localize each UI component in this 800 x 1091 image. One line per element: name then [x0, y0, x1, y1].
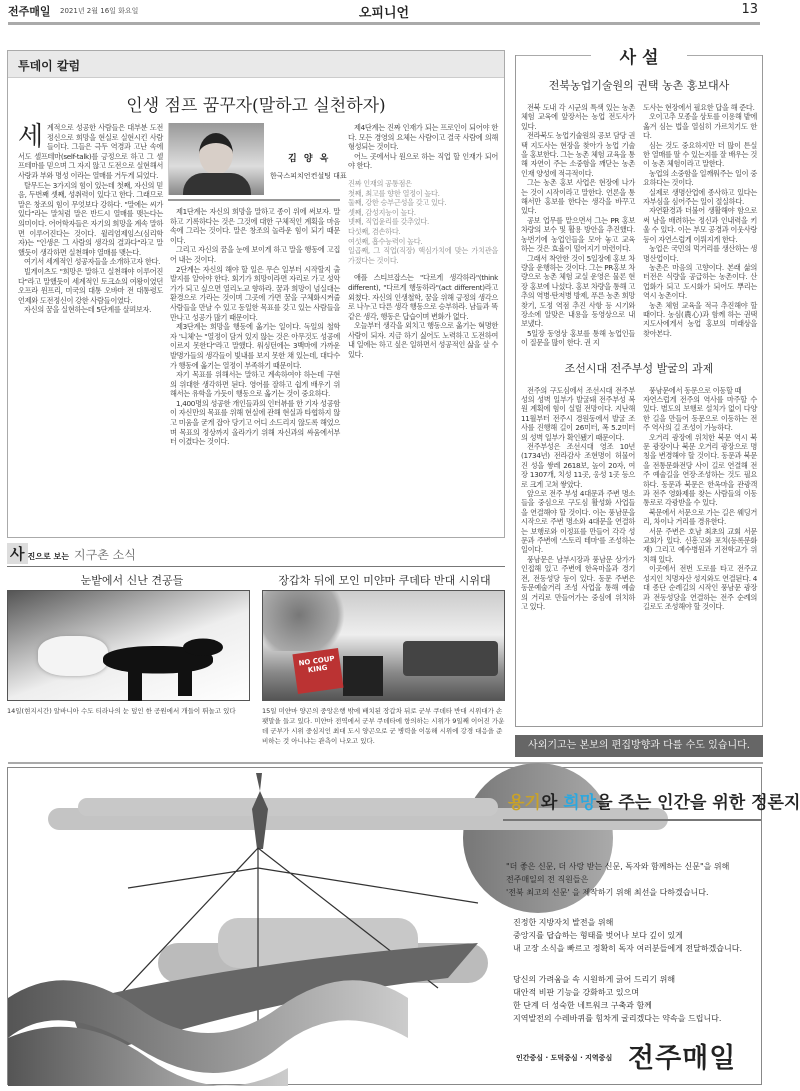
headline-rest: 을 주는 인간을 위한 정론지	[596, 793, 800, 813]
headline-and: 와	[540, 793, 564, 813]
column-text-col1: 세 계적으로 성공한 사람들은 대부분 도전정신으로 희망을 현실로 실현시킨 사람들이다. 그들은 극두 역경과 고난 속에서도 셀프테마(self-talk)를 긍정으로 하고 그 셀프테마를 믿으며 그 자지 않고 도전으로 실현해서 사랑과 부와 명성 이라는 열매를 거두게 되었다. 탈무드는 3가지의 힘이 있는데 첫째, 자신의 믿음, 두번째 셋째, 성취력이 있다고 한다. 그래므로 말은 창조의 힘이 무엇보다 강하다. "말에는 씨가 있다"라는 말처럼 말은 반드시 열매를 맺는다는 의미이다. 어어학자들은 자기의 희망을 계속 말하면 이루어진다는 것이다. 윌리엄제임스(심리학자)는 "인생은 그 사람의 생각의 결과다"라고 말했듯이 생각하면 실천해야 열매를 맺는다. 여기서 세계적인 성공자들을 소개하고자 한다. 빌게이츠도 "희망은 말하고 실천해야 이루어진다"라고 말했듯이 세계적인 토크쇼의 여왕이였던 오프라 윈프리, 미국의 대통 오바마 전 대통령도 언제와 도전정신이 강한 사람들이였다. 자신의 꿈을 실현하는데 5단계를 살펴보자.	[18, 122, 163, 315]
ad-slogan: 인간중심 · 도덕중심 · 지역중심	[516, 1054, 613, 1062]
page-number: 13	[741, 2, 758, 17]
photo-title-1: 눈밭에서 신난 견공들	[80, 574, 184, 587]
issue-date: 2021년 2월 16일 화요일	[60, 7, 139, 15]
photo-title-2: 장갑차 뒤에 모인 미얀마 쿠데타 반대 시위대	[278, 574, 491, 587]
editorial-2-right: 자연스럽게 전주의 역사를 마주할 수 있다. 별도의 보행로 설치가 없이 다양한 길을 만들어 동문으로 이동하는 전주 역사의 길 조성이 가능하다. 오거리 광장에 위치한 북문 역시 북문 광장이나 북문 오거리 광장으로 명칭을 변경해야 할 것이다. 동문과 북문을 전통문화전당 사이 길로 연결해 전주 예술길을 연장·조성하는 것도 필요하다. 동문과 북문은 한옥마을 관광객과 전주 영화제를 찾는 사람들의 이동 통로로 각광받을 수 있다. 북문에서 서문으로 가는 길은 웨딩거리, 차이나 거리를 경유한다. 서문 주변은 호남 최초의 교회 서문교회가 있다. 신흥고와 포치(등록문화재) 그리고 예수병원과 기전학교가 위치해 있다. 이곳에서 전번 도로를 타고 전주교 성지인 치명자산 성지와도 연결된다. 4대 종단 순례길의 시작인 풍남문 광장과 전동성당을 연결하는 전주 순례의 길로도 조성해야 할 것이다.	[643, 394, 757, 611]
protest-sign: NO COUP KING	[292, 648, 343, 694]
editorial-title-2: 조선시대 전주부성 발굴의 과제	[564, 361, 714, 375]
ad-paragraph-3: 당신의 가려움을 속 시원하게 긁어 드리기 위해 대안적 비판 기능을 강화하고 있으며 한 단계 더 성숙한 네트워크 구축과 함께 지역발전의 수레바퀴를 힘차게 굴리겠다는 약속을 드립니다.	[513, 975, 722, 1023]
section-rule	[8, 762, 763, 764]
column-label: 투데이 칼럼	[8, 51, 504, 78]
editorial-1-left: 전북 도내 각 시군의 특색 있는 농촌 체험 교육에 앞장서는 농업 전도사가 있다. 전라북도 농업기술원의 공보 담당 권택 지도사는 현장을 찾아가 농업 기술을 홍보한다. 그는 농촌 체험 교육을 통해 자연이 주는 소중함을 깨닫는 농촌 인재 양성에 적극적이다. 그는 농촌 홍보 사업은 현장에 나가는 것이 시작이라고 말한다. 언론을 통해서만 홍보를 한다는 생각을 바꾸고 있다. 공보 업무를 맡으면서 그는 PR 홍보 차량의 보수 및 활용 방안을 추진했다. 농번기에 농업인들을 모아 놓고 교육하는 것은 효율이 떨어지기 마련이다. 그래서 착안한 것이 5일장에 홍보 차량을 운행하는 것이다. 그는 PR홍보 차량으로 농촌 체험 교실 운영은 물론 현장 홍보에 나섰다. 홍보 차량을 통해 고추의 역병·탄저병 방제, 푸른 농촌 희망 찾기, 도정 역점 추진 사항 등 시기와 장소에 알맞은 내용을 동영상으로 내 보냈다. 5일장 동영상 홍보를 통해 농업인들이 질문을 많이 한다. 권 지	[521, 103, 635, 348]
photo-myanmar-protest	[262, 590, 505, 701]
ad-paragraph-1: "더 좋은 신문, 더 사랑 받는 신문, 독자와 함께하는 신문"을 위해 전주매일의 전 직원들은 '전북 최고의 신문' 을 제작하기 위해 최선을 다하겠습니다.	[506, 862, 730, 897]
ad-logo: 전주매일	[628, 1043, 737, 1074]
photo-news-header	[7, 543, 505, 567]
ad-headline	[508, 788, 800, 813]
talent-traits-box: 진짜 인재의 공통점은 첫째, 최고를 향한 열정이 높다. 둘째, 강한 승부근성을 갖고 있다. 셋째, 감성지능이 높다. 넷째, 직업윤리를 갖추었다. 다섯째, 겸손하다. 여섯째, 흡수능력이 높다. 일곱째, 그 직업(직장) 핵심가치에 맞는 가치관을 가졌다는 것이다.	[348, 178, 498, 265]
drop-cap: 세	[18, 122, 43, 152]
headline-hope: 희망	[563, 793, 597, 813]
author-affiliation: 한국스피치언컨설팅 대표	[270, 172, 347, 180]
ad-paragraph-2: 진정한 지방자치 발전을 위해 중앙지를 답습하는 형태를 벗어나 보다 깊이 있게 내 고장 소식을 빠르고 정확히 독자 여러분들에게 전달하겠습니다.	[513, 918, 742, 953]
pen-nib-icon	[252, 773, 268, 849]
masthead-logo: 전주매일	[8, 5, 51, 18]
editorial-1-text	[516, 103, 762, 348]
editorial-label: 사 설	[619, 48, 659, 68]
column-text-col2: 제1단계는 자신의 희망을 말하고 종이 위에 써보자. 말하고 기록하다는 것은 그것에 대한 구체적인 계획을 마음속에 그리는 것이다. 말은 창조의 놀라운 힘이 되기 때문이다. 그리고 자신의 꿈을 눈에 보이게 하고 말을 행동에 고집어 내는 것이다. 2단계는 자신의 해야 할 일은 무슨 일부터 시작할지 출발지를 알아야 한다. 회기가 희망이라면 자리로 가고 성악가가 되고 싶으면 열리노교 향하라. 꿈과 희망이 넘실대는 환경으로 가라는 것이며 그곳에 가면 꿈을 구체화시켜줄 사람들을 만날 수 있고 동일한 목표를 갖고 있는 사람들을 만나고 성공가 많기 때문이다. 제3단계는 희망을 행동에 옮기는 일이다. 독일의 철학자 '니체'는 "열정이 담겨 있지 않는 것은 아무것도 성공에 이르지 못한다"라고 말했다. 워싱턴에는 3백마에 가까운 발명가들의 생각들이 빛내를 보지 못한 채 있는데, 대다수가 행동에 옮기는 열정이 부족하기 때문이다. 자기 목표를 위해서는 말하고 계속하여야 하는데 구현의 위대한 생각하면 된다. 영어를 잘하고 쉽게 배우기 위해서는 유학을 가듯이 행동으로 옮기는 것이 중요하다. 1,400명의 성공한 개인들과의 인터뷰를 한 기자 성공함이 자신만의 목표를 위해 현실에 관해 현실과 타협하지 않고 미움을 굳게 잡아 당기고 어디 소드리지 않도록 해었으며 목표의 정상까지 올라가기 위해 자신과의 싸움에서부터 이겼다는 것이다.	[170, 207, 340, 447]
author-photo	[168, 123, 264, 195]
today-column	[7, 50, 505, 538]
disclaimer-banner: 사외기고는 본보의 편집방향과 다를 수도 있습니다.	[515, 735, 763, 757]
column-title: 인생 점프 꿈꾸자(말하고 실천하자)	[126, 96, 386, 116]
column-text-col3b: 애플 스티브잡스는 "다르게 생각하라"(think different), "다르게 행동하라"(act different)라고 외쳤다. 자신의 인생철학, 꿈을 위해 긍정의 생각으로 나누고 다른 생각 행동으로 승부하라. 남들과 똑같은 생각, 행동은 답습이며 변화가 없다. 오늘부터 생각을 외치고 행동으로 옮기는 혁명한 사람이 되자. 지금 하기 싫어도 노력하고 도전하여 내 일에는 하고 싶은 일하면서 성공적인 삶을 살 수 있다.	[348, 273, 498, 360]
editorial-title-1: 전북농업기술원의 권택 농촌 홍보대사	[548, 79, 730, 92]
editorial-box	[515, 48, 763, 727]
editorial-2-left: 전주의 구도심에서 조선시대 전주부성의 성벽 일부가 발굴돼 전주부성 복원 계획에 힘이 실릴 전망이다. 지난해 11월부터 전주시 경원동에서 발굴 조사를 진행해 길이 26미터, 폭 5.2미터의 성벽 일부가 확인됐기 때문이다. 전주부성은 조선시대 영조 10년(1734년) 전라감사 조현명이 허물어진 성을 쌓레 2618보, 높이 20자, 여장 1307개, 치성 11곳, 옹성 1곳 등으로 크게 고쳐 쌓았다. 앞으로 전주 부성 4대문과 주변 명소들을 중심으로 구도심 활성화 사업들을 연결해야 할 것이다. 이는 풍남문을 시작으로 주변 명소와 4대문을 연결하는 보행로와 이정표를 만들어 각각 성문과 주변에 '스토리 테마'를 조성하는 일이다. 풍남문은 남부시장과 풍남문 상가가 인접해 있고 주변에 한옥마을과 경기전, 전동성당 등이 있다. 동문 주변은 동문예술거리 조성 사업을 통해 예술의 거리로 만들어가는 중심에 위치하고 있다. 풍남문에서 동문으로 이동할 때	[521, 385, 742, 611]
photo-label-rest: 지구촌 소식	[74, 548, 136, 562]
column-text-col3: 제4단계는 진짜 인재가 되는 프로인이 되어야 한다. 모든 경영의 요체는 사람이고 결국 사람에 의해 형성되는 것이다. 어느 곳에서나 원으로 하는 직업 할 인재가 되어야 한다. 진짜 인재의 공통점은 첫째, 최고를 향한 열정이 높다. 둘째, 강한 승부근성을 갖고 있다. 셋째, 감성지능이 높다. 넷째, 직업윤리를 갖추었다. 다섯째, 겸손하다. 여섯째, 흡수능력이 높다. 일곱째, 그 직업(직장) 핵심가치에 맞는 가치관을 가졌다는 것이다. 애플 스티브잡스는 "다르게 생각하라"(think different), "다르게 행동하라"(act different)라고 외쳤다. 자신의 인생철학, 꿈을 위해 긍정의 생각으로 나누고 다른 생각 행동으로 승부하라. 남들과 똑같은 생각, 행동은 답습이며 변화가 없다. 오늘부터 생각을 외치고 행동으로 옮기는 혁명한 사람이 되자. 지금 하기 싫어도 노력하고 도전하여 내 일에는 하고 싶은 일하면서 성공적인 삶을 살 수 있다.	[348, 123, 498, 360]
editorial-1-right: 도사는 현장에서 필요한 답을 해 준다. 오이고추 모종을 상토를 이용해 밭에 옮겨 심는 법을 열심히 가르치기도 한다. 심는 것도 중요하지만 더 많이 튼실한 열매를 딸 수 있는지를 잘 배우는 것이 농촌 체험이라고 말한다. 농업의 소중함을 일깨워주는 일이 중요하다는 것이다. 실제로 생명산업에 종사하고 있다는 자부심을 심어주는 일이 절실하다. 자연환경과 더불어 생활해야 함으로써 남을 배려하는 정신과 인내력을 키울 수 있다. 이는 부모 공경과 이웃사랑 등이 자연스럽게 이뤄지게 한다. 농업은 국민의 먹거리를 생산하는 생명산업이다. 농촌은 마음의 고향이다. 본래 삶의 터전은 식량을 공급하는 농촌이다. 산업화가 되고 도시화가 되어도 뿌리는 역시 농촌이다. 농촌 체험 교육을 적극 추진해야 할 때이다. 농심(農心)과 함께 하는 권택 지도사에게서 농업 홍보의 미래상을 찾아본다.	[643, 103, 757, 338]
newspaper-ad	[7, 767, 800, 1085]
author-name: 김 양 옥	[288, 154, 331, 164]
photo-label-small: 진으로 보는	[27, 552, 69, 561]
author-divider	[168, 199, 340, 201]
editorial-2-text	[516, 386, 762, 612]
photo-dogs-snow	[7, 590, 250, 701]
photo-caption-1: 14일(현지시간) 알바니아 수도 티라나의 눈 덮인 한 공원에서 개들이 뛰놀고 있다	[7, 707, 236, 715]
header-rule	[8, 22, 760, 25]
section-title: 오피니언	[358, 6, 410, 21]
headline-rule	[503, 819, 761, 821]
photo-label-big: 사	[7, 543, 28, 564]
photo-caption-2: 15일 미얀마 양곤의 중앙은행 밖에 배치된 장갑차 뒤로 군부 쿠데타 반대 시위대가 손팻말을 들고 있다. 미얀마 전역에서 군부 쿠데타에 항의하는 시위가 9일째 이어진 가운데 군부가 시위 중심지인 최대 도시 양곤으로 군 병력을 이동해 시위에 강경 대응을 준비하는 것 아니냐는 관측이 나오고 있다.	[262, 707, 505, 745]
headline-courage: 용기	[508, 793, 541, 813]
